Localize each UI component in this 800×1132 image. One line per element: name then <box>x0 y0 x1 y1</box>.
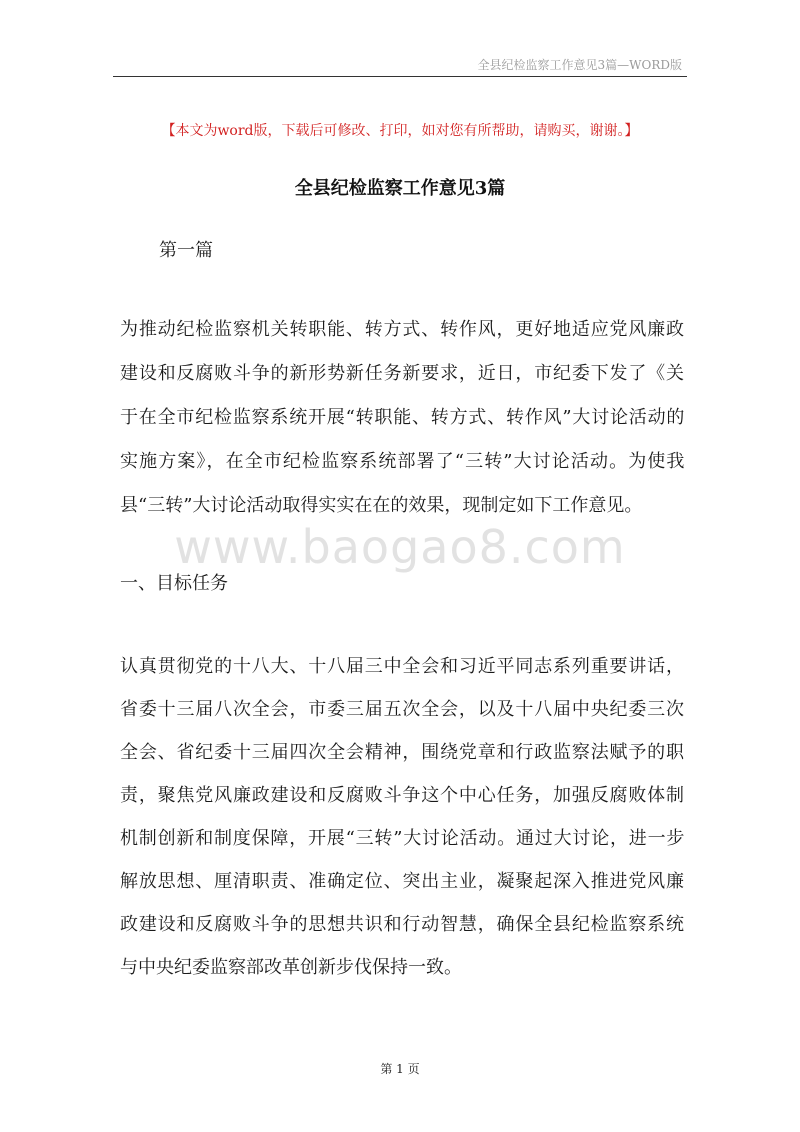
document-title: 全县纪检监察工作意见3篇 <box>294 178 506 199</box>
paragraph-line: 为推动纪检监察机关转职能、转方式、转作风，更好地适应党风廉政 <box>120 319 685 340</box>
running-header: 全县纪检监察工作意见3篇—WORD版 <box>477 58 682 72</box>
section-heading: 第一篇 <box>159 240 213 261</box>
paragraph-line: 县“三转”大讨论活动取得实实在在的效果，现制定如下工作意见。 <box>120 495 643 516</box>
paragraph-line: 政建设和反腐败斗争的思想共识和行动智慧，确保全县纪检监察系统 <box>120 914 685 935</box>
subheading-goals: 一、目标任务 <box>120 573 228 594</box>
paragraph-line: 于在全市纪检监察系统开展“转职能、转方式、转作风”大讨论活动的 <box>120 407 686 428</box>
paragraph-line: 解放思想、厘清职责、准确定位、突出主业，凝聚起深入推进党风廉 <box>120 871 685 892</box>
paragraph-line: 机制创新和制度保障，开展“三转”大讨论活动。通过大讨论，进一步 <box>120 828 686 849</box>
paragraph-line: 责，聚焦党风廉政建设和反腐败斗争这个中心任务，加强反腐败体制 <box>120 785 685 806</box>
paragraph-line: 全会、省纪委十三届四次全会精神，围绕党章和行政监察法赋予的职 <box>120 742 685 763</box>
paragraph-line: 实施方案》，在全市纪检监察系统部署了“三转”大讨论活动。为使我 <box>120 451 686 472</box>
paragraph-line: 建设和反腐败斗争的新形势新任务新要求，近日，市纪委下发了《关 <box>120 363 685 384</box>
paragraph-line: 省委十三届八次全会，市委三届五次全会，以及十八届中央纪委三次 <box>120 699 685 720</box>
download-notice: 【本文为word版，下载后可修改、打印，如对您有所帮助，请购买，谢谢。】 <box>161 123 639 139</box>
header-divider <box>113 76 687 77</box>
watermark: www.baogao8.com <box>174 520 626 574</box>
paragraph-line: 认真贯彻党的十八大、十八届三中全会和习近平同志系列重要讲话， <box>120 656 685 677</box>
paragraph-line: 与中央纪委监察部改革创新步伐保持一致。 <box>120 957 462 978</box>
page-number: 第 1 页 <box>380 1062 420 1076</box>
